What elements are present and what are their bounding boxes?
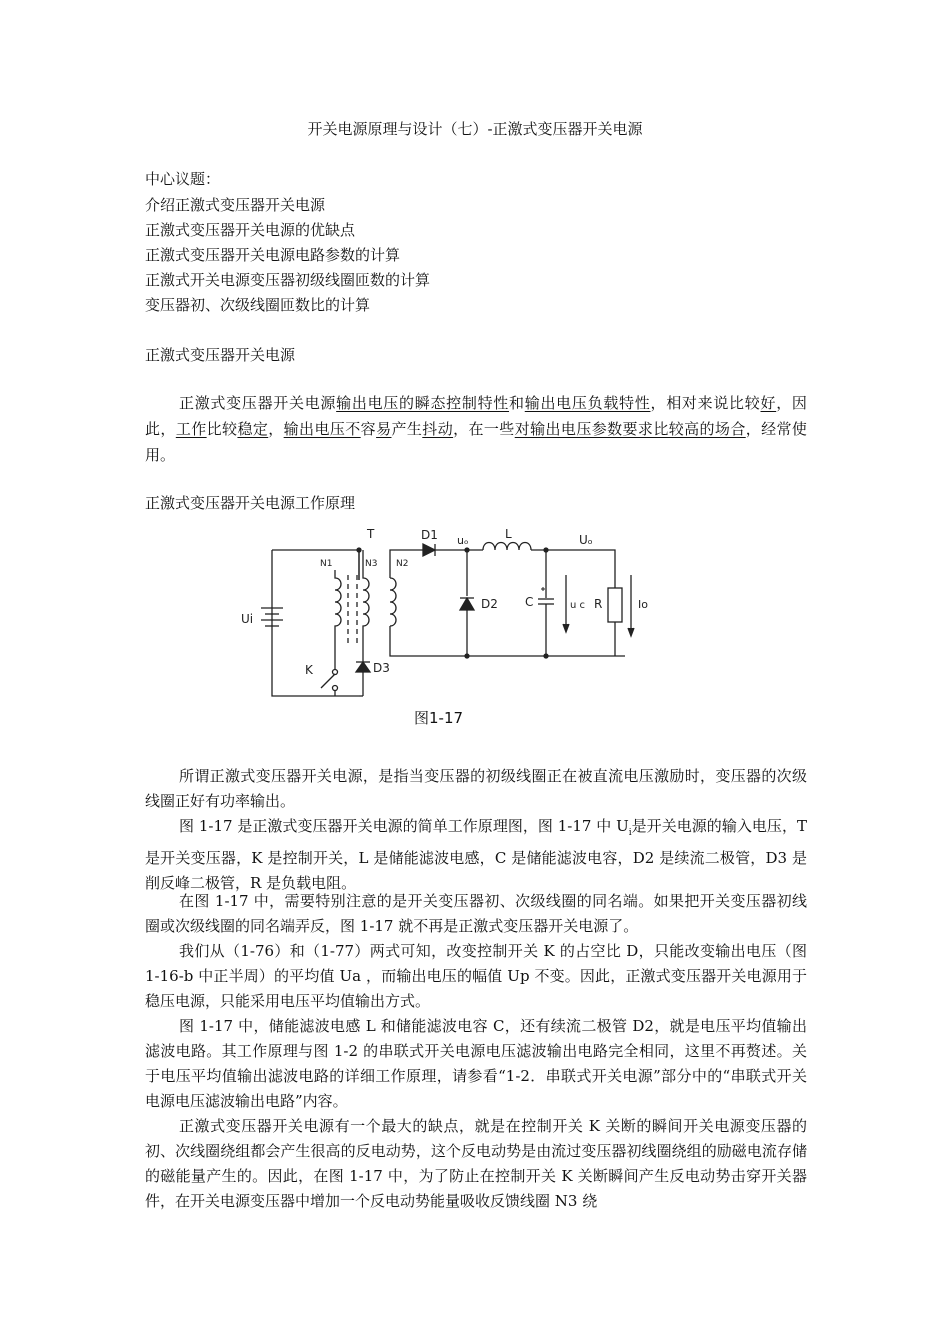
circuit-diagram — [241, 520, 655, 735]
figure-caption: 图1-17 — [414, 709, 464, 727]
label-Io: Io — [638, 598, 648, 611]
label-Uo: Uₒ — [579, 533, 593, 547]
topic-item: 正激式开关电源变压器初级线圈匝数的计算 — [145, 271, 431, 289]
label-Ui: Ui — [241, 612, 254, 626]
topics-heading: 中心议题： — [145, 170, 221, 188]
section-heading: 正激式变压器开关电源工作原理 — [145, 494, 356, 512]
topic-item: 正激式变压器开关电源电路参数的计算 — [145, 246, 401, 264]
label-N3: N3 — [365, 559, 378, 569]
body-paragraph: 图 1-17 是正激式变压器开关电源的简单工作原理图，图 1-17 中 $U_i$是开关电源的输入电压，T 是开关变压器，K 是控制开关，L 是储能滤波电感，C 是储能滤波电容，D2 是续流二极管，D3 是削反峰二极管，R 是负载电阻。 — [145, 817, 807, 892]
label-N2: N2 — [396, 559, 409, 569]
label-uc: u c — [570, 600, 586, 611]
body-paragraph: 图 1-17 中，储能滤波电感 L 和储能滤波电容 C，还有续流二极管 D2，就是电压平均值输出滤波电路。其工作原理与图 1-2 的串联式开关电源电压滤波输出电路完全相同，这里不再赘述。关于电压平均值输出滤波电路的详细工作原理，请参看“1-2．串联式开关电源”部分中的“串联式开关电源电压滤波输出电路”内容。 — [145, 1017, 807, 1110]
label-C: C — [525, 595, 534, 609]
body-paragraph: 我们从（1-76）和（1-77）两式可知，改变控制开关 K 的占空比 D，只能改变输出电压（图 1-16-b 中正半周）的平均值 Ua ，而输出电压的幅值 Up 不变。因此，正激式变压器开关电源用于稳压电源，只能采用电压平均值输出方式。 — [145, 942, 807, 1010]
topic-item: 变压器初、次级线圈匝数比的计算 — [145, 296, 371, 314]
page-title: 开关电源原理与设计（七）-正激式变压器开关电源 — [307, 120, 643, 138]
topic-item: 正激式变压器开关电源的优缺点 — [145, 221, 356, 239]
section-heading: 正激式变压器开关电源 — [145, 346, 296, 364]
label-T: T — [367, 527, 375, 541]
label-N1: N1 — [320, 559, 333, 569]
label-D1: D1 — [421, 528, 438, 542]
label-D2: D2 — [481, 597, 498, 611]
body-paragraph: 正激式变压器开关电源有一个最大的缺点，就是在控制开关 K 关断的瞬间开关电源变压器的初、次线圈绕组都会产生很高的反电动势，这个反电动势是由流过变压器初线圈绕组的励磁电流存储的磁能量产生的。因此，在图 1-17 中，为了防止在控制开关 K 关断瞬间产生反电动势击穿开关器件，在开关电源变压器中增加一个反电动势能量吸收反馈线圈 N3 绕 — [145, 1117, 807, 1210]
label-R: R — [594, 597, 603, 611]
label-D3: D3 — [373, 661, 390, 675]
body-paragraph: 在图 1-17 中，需要特别注意的是开关变压器初、次级线圈的同名端。如果把开关变压器初线圈或次级线圈的同名端弄反，图 1-17 就不再是正激式变压器开关电源了。 — [145, 892, 807, 935]
label-K: K — [305, 663, 313, 677]
body-paragraph: 所谓正激式变压器开关电源，是指当变压器的初级线圈正在被直流电压激励时，变压器的次级线圈正好有功率输出。 — [145, 767, 807, 810]
label-L: L — [505, 527, 512, 541]
label-uo: uₒ — [457, 534, 469, 547]
topic-item: 介绍正激式变压器开关电源 — [145, 196, 326, 214]
intro-paragraph: 正激式变压器开关电源输出电压的瞬态控制特性和输出电压负载特性，相对来说比较好，因此，工作比较稳定，输出电压不容易产生抖动，在一些对输出电压参数要求比较高的场合，经常使用。 — [145, 394, 807, 464]
